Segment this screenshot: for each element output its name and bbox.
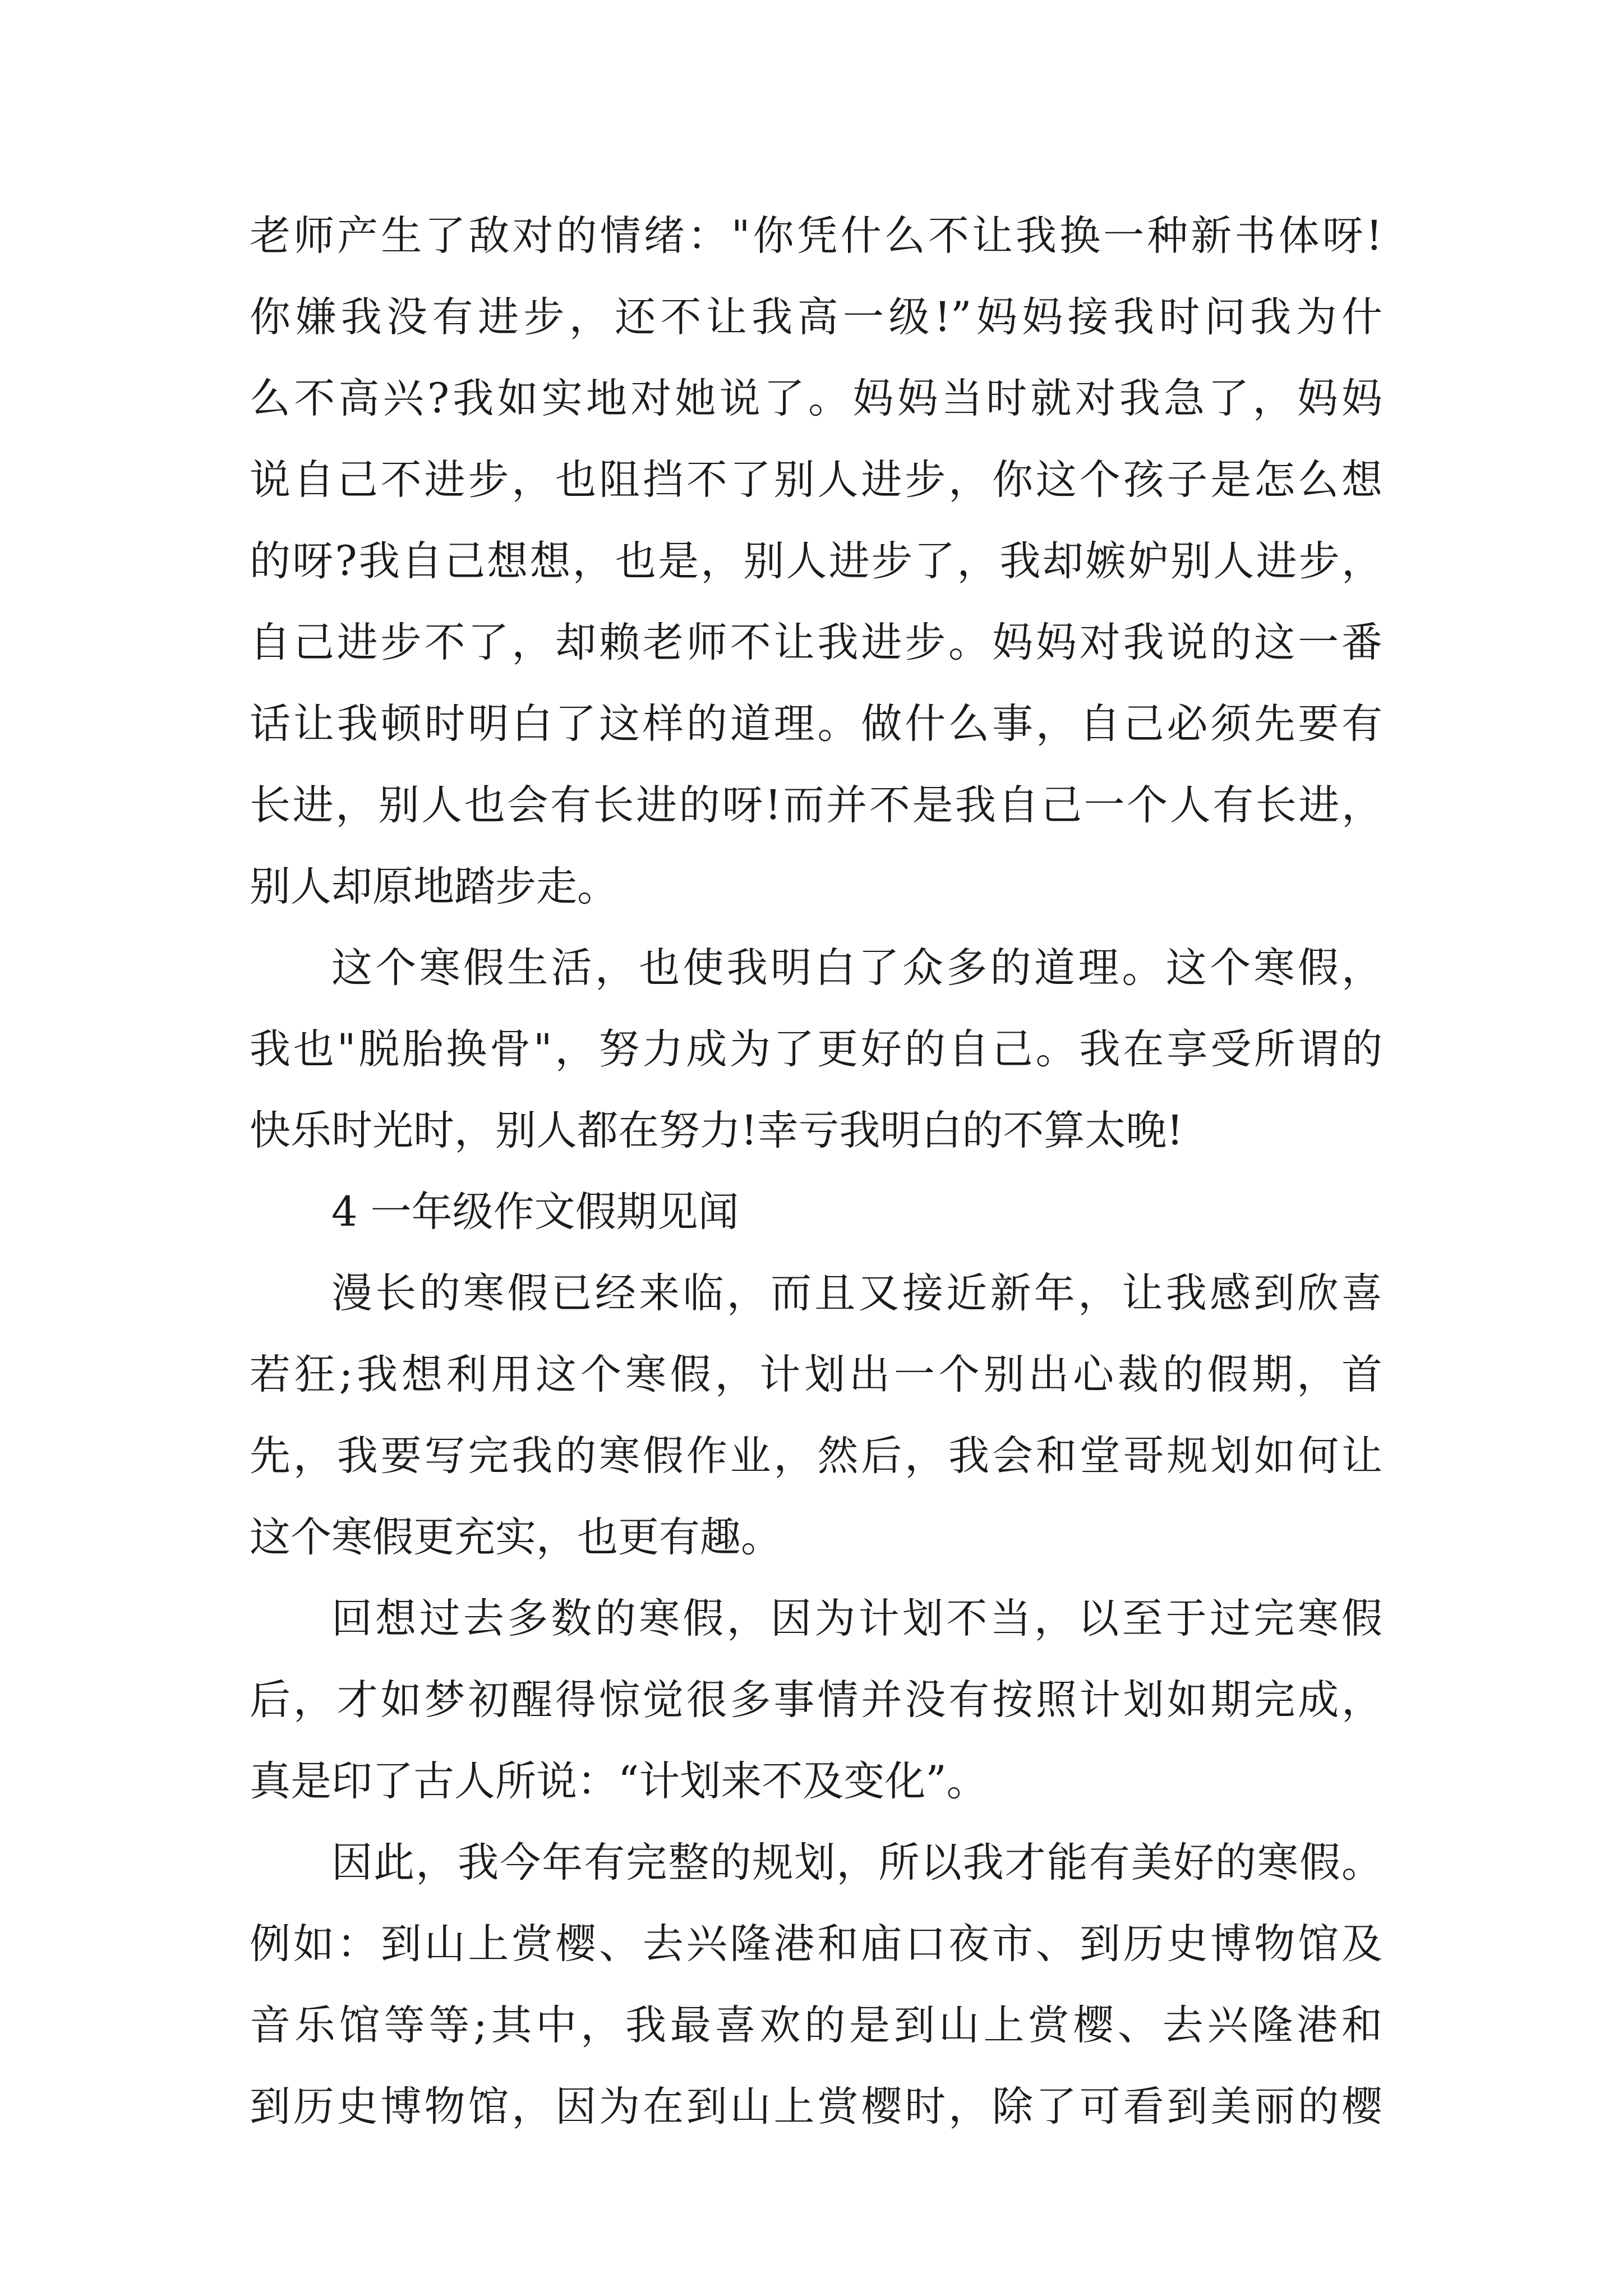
document-body <box>250 195 1382 2147</box>
text-line: 别人却原地踏步走。 <box>250 863 618 910</box>
text-line: 你嫌我没有进步，还不让我高一级!”妈妈接我时问我为什 <box>250 293 1382 341</box>
text-line: 话让我顿时明白了这样的道理。做什么事，自己必须先要有 <box>250 700 1382 748</box>
text-line: 先，我要写完我的寒假作业，然后，我会和堂哥规划如何让 <box>250 1432 1382 1480</box>
text-line: 的呀?我自己想想，也是，别人进步了，我却嫉妒别人进步， <box>250 537 1382 585</box>
text-line: 说自己不进步，也阻挡不了别人进步，你这个孩子是怎么想 <box>250 456 1382 504</box>
text-line: 音乐馆等等;其中，我最喜欢的是到山上赏樱、去兴隆港和 <box>250 2001 1382 2049</box>
text-line: 长进，别人也会有长进的呀!而并不是我自己一个人有长进， <box>250 781 1382 829</box>
text-line: 到历史博物馆，因为在到山上赏樱时，除了可看到美丽的樱 <box>250 2083 1382 2131</box>
section-heading: 4 一年级作文假期见闻 <box>331 1188 739 1236</box>
text-line: 这个寒假更充实，也更有趣。 <box>250 1513 782 1561</box>
text-line: 真是印了古人所说：“计划来不及变化”。 <box>250 1757 988 1805</box>
text-line: 例如：到山上赏樱、去兴隆港和庙口夜市、到历史博物馆及 <box>250 1920 1382 1968</box>
text-line: 我也"脱胎换骨"，努力成为了更好的自己。我在享受所谓的 <box>250 1025 1382 1073</box>
text-line: 快乐时光时，别人都在努力!幸亏我明白的不算太晚! <box>250 1107 1183 1154</box>
paragraph-start-line: 这个寒假生活，也使我明白了众多的道理。这个寒假， <box>331 944 1382 992</box>
text-line: 若狂;我想利用这个寒假，计划出一个别出心裁的假期，首 <box>250 1351 1382 1398</box>
text-line: 后，才如梦初醒得惊觉很多事情并没有按照计划如期完成， <box>250 1676 1382 1724</box>
paragraph-start-line: 因此，我今年有完整的规划，所以我才能有美好的寒假。 <box>331 1839 1382 1887</box>
text-line: 老师产生了敌对的情绪："你凭什么不让我换一种新书体呀! <box>250 212 1382 260</box>
text-line: 么不高兴?我如实地对她说了。妈妈当时就对我急了，妈妈 <box>250 375 1382 422</box>
paragraph-start-line: 回想过去多数的寒假，因为计划不当，以至于过完寒假 <box>331 1595 1382 1642</box>
paragraph-start-line: 漫长的寒假已经来临，而且又接近新年，让我感到欣喜 <box>331 1269 1382 1317</box>
text-line: 自己进步不了，却赖老师不让我进步。妈妈对我说的这一番 <box>250 619 1382 666</box>
